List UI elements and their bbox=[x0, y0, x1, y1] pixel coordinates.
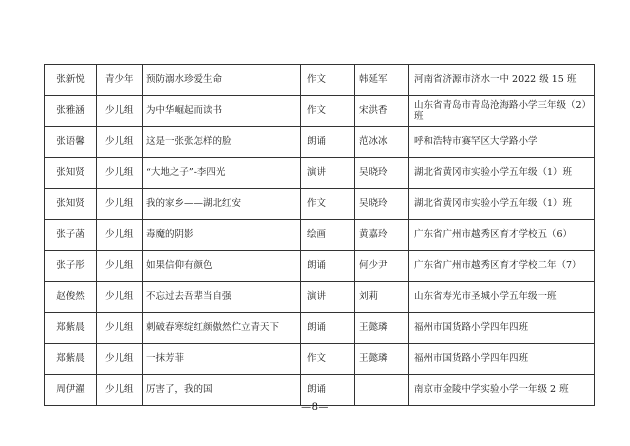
category-cell: 作文 bbox=[301, 96, 355, 127]
school-class-cell: 呼和浩特市赛罕区大学路小学 bbox=[409, 127, 595, 158]
school-class-cell: 南京市金陵中学实验小学一年级 2 班 bbox=[409, 375, 595, 406]
school-class-cell: 广东省广州市越秀区育才学校五（6） bbox=[409, 220, 595, 251]
age-group-cell: 少儿组 bbox=[97, 96, 143, 127]
student-name-cell: 赵俊然 bbox=[45, 282, 97, 313]
teacher-cell: 范冰冰 bbox=[355, 127, 409, 158]
table-row bbox=[45, 65, 595, 96]
teacher-cell: 王懿璘 bbox=[355, 344, 409, 375]
table-row bbox=[45, 375, 595, 406]
school-class-cell: 山东省寿光市圣城小学五年级一班 bbox=[409, 282, 595, 313]
table-body bbox=[45, 65, 595, 406]
table-row bbox=[45, 96, 595, 127]
teacher-cell: 王懿璘 bbox=[355, 313, 409, 344]
age-group-cell: 少儿组 bbox=[97, 127, 143, 158]
teacher-cell: 吴晓玲 bbox=[355, 189, 409, 220]
work-title-cell: 这是一张张怎样的脸 bbox=[143, 127, 301, 158]
teacher-cell: 吴晓玲 bbox=[355, 158, 409, 189]
student-name-cell: 郑紫晨 bbox=[45, 344, 97, 375]
age-group-cell: 青少年 bbox=[97, 65, 143, 96]
work-title-cell: 刺破春寒绽红颜傲然伫立青天下 bbox=[143, 313, 301, 344]
work-title-cell: 如果信仰有颜色 bbox=[143, 251, 301, 282]
age-group-cell: 少儿组 bbox=[97, 251, 143, 282]
table-row bbox=[45, 158, 595, 189]
category-cell: 朗诵 bbox=[301, 127, 355, 158]
age-group-cell: 少儿组 bbox=[97, 189, 143, 220]
student-name-cell: 张语馨 bbox=[45, 127, 97, 158]
school-class-cell: 湖北省黄冈市实验小学五年级（1）班 bbox=[409, 158, 595, 189]
age-group-cell: 少儿组 bbox=[97, 313, 143, 344]
school-class-cell: 湖北省黄冈市实验小学五年级（1）班 bbox=[409, 189, 595, 220]
teacher-cell: 刘莉 bbox=[355, 282, 409, 313]
page-number: —8— bbox=[301, 402, 329, 413]
student-name-cell: 张子彤 bbox=[45, 251, 97, 282]
category-cell: 演讲 bbox=[301, 282, 355, 313]
category-cell: 朗诵 bbox=[301, 375, 355, 406]
category-cell: 作文 bbox=[301, 189, 355, 220]
student-name-cell: 张知贤 bbox=[45, 158, 97, 189]
age-group-cell: 少儿组 bbox=[97, 158, 143, 189]
teacher-cell: 宋洪香 bbox=[355, 96, 409, 127]
table-row bbox=[45, 189, 595, 220]
teacher-cell: 黄嘉玲 bbox=[355, 220, 409, 251]
age-group-cell: 少儿组 bbox=[97, 344, 143, 375]
teacher-cell: 韩延军 bbox=[355, 65, 409, 96]
work-title-cell: “大地之子”-李四光 bbox=[143, 158, 301, 189]
work-title-cell: 我的家乡——湖北红安 bbox=[143, 189, 301, 220]
school-class-cell: 福州市国货路小学四年四班 bbox=[409, 313, 595, 344]
table-row bbox=[45, 127, 595, 158]
category-cell: 朗诵 bbox=[301, 251, 355, 282]
category-cell: 绘画 bbox=[301, 220, 355, 251]
table-row bbox=[45, 344, 595, 375]
school-class-cell: 广东省广州市越秀区育才学校二年（7） bbox=[409, 251, 595, 282]
table-row bbox=[45, 282, 595, 313]
age-group-cell: 少儿组 bbox=[97, 375, 143, 406]
student-name-cell: 周伊濯 bbox=[45, 375, 97, 406]
award-list-table bbox=[44, 64, 595, 406]
school-class-cell: 福州市国货路小学四年四班 bbox=[409, 344, 595, 375]
age-group-cell: 少儿组 bbox=[97, 282, 143, 313]
category-cell: 作文 bbox=[301, 65, 355, 96]
work-title-cell: 不忘过去吾辈当自强 bbox=[143, 282, 301, 313]
student-name-cell: 张知贤 bbox=[45, 189, 97, 220]
category-cell: 朗诵 bbox=[301, 313, 355, 344]
work-title-cell: 一抹芳菲 bbox=[143, 344, 301, 375]
table-row bbox=[45, 313, 595, 344]
work-title-cell: 预防溺水珍爱生命 bbox=[143, 65, 301, 96]
teacher-cell: 何少尹 bbox=[355, 251, 409, 282]
student-name-cell: 张雅涵 bbox=[45, 96, 97, 127]
category-cell: 作文 bbox=[301, 344, 355, 375]
student-name-cell: 张子菡 bbox=[45, 220, 97, 251]
school-class-cell: 河南省济源市济水一中 2022 级 15 班 bbox=[409, 65, 595, 96]
student-name-cell: 张新悦 bbox=[45, 65, 97, 96]
teacher-cell bbox=[355, 375, 409, 406]
work-title-cell: 毒魔的阴影 bbox=[143, 220, 301, 251]
work-title-cell: 厉害了，我的国 bbox=[143, 375, 301, 406]
table-row bbox=[45, 251, 595, 282]
table-row bbox=[45, 220, 595, 251]
student-name-cell: 郑紫晨 bbox=[45, 313, 97, 344]
age-group-cell: 少儿组 bbox=[97, 220, 143, 251]
school-class-cell: 山东省青岛市青岛沧海路小学三年级（2）班 bbox=[409, 96, 595, 127]
work-title-cell: 为中华崛起而读书 bbox=[143, 96, 301, 127]
category-cell: 演讲 bbox=[301, 158, 355, 189]
